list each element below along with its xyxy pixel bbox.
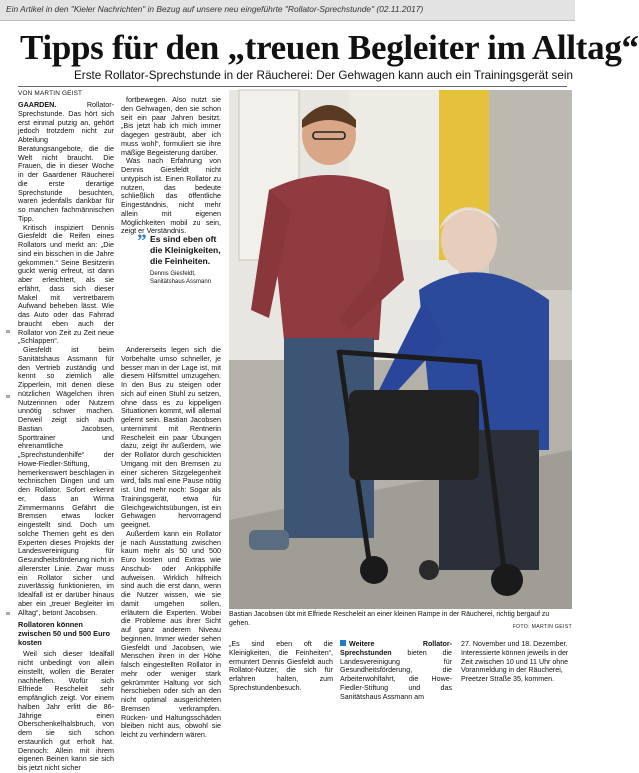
info-column-2: Weitere Rollator-Sprechstunden bieten die Landesvereinigung für Gesundheitsförderung, die Arbeiterwohlfahrt, die Howe-Fiedler-Stiftung und das Sanitätshaus Assmann am [340, 640, 452, 701]
photo-caption: Bastian Jacobsen übt mit Elfriede Rescheleit an einer kleinen Rampe in der Räucherei, richtig bergauf zu gehen. [229, 611, 550, 627]
byline: VON MARTIN GEIST [18, 90, 83, 97]
article-column-2-bottom [121, 345, 221, 739]
paragraph: fortbewegen. Also nutzt sie den Gehwagen, den sie schon seit ein paar Jahren besitzt. „Bis jetzt hab ich mich immer dagegen gesträubt, aber ich muss wohl“, formuliert sie ihre mäßige Begeisterung darüber. [121, 95, 221, 157]
margin-mark [6, 330, 10, 333]
divider [18, 86, 567, 87]
dateline: GAARDEN. [18, 100, 57, 109]
paragraph: Kritisch inspiziert Dennis Giesfeldt die Reifen eines Rollators und merkt an: „Die sind ein bisschen in die Jahre gekommen.“ Seine Besitzerin guckt wenig erfreut, ist dann aber erleichtert, als sie erfährt, dass sich dieser Makel mit vertretbarem Aufwand beheben lässt. Wie das Auto oder das Fahrrad braucht eben auch der Rollator von Zeit zu Zeit neue „Schlappen“. [18, 222, 114, 346]
photo-illustration [229, 90, 572, 609]
bullet-square-icon [340, 640, 346, 646]
quote-text: Es sind eben oft die Kleinigkeiten, die Feinheiten. [150, 234, 221, 266]
banner-text: Ein Artikel in den "Kieler Nachrichten" in Bezug auf unsere neu eingeführte "Rollator-Sprechstunde" (02.11.2017) [6, 4, 424, 14]
pull-quote [137, 231, 223, 286]
info-heading: Weitere Rollator-Sprechstunden [340, 640, 452, 657]
info-box [229, 640, 572, 701]
margin-mark [6, 395, 10, 398]
article-photo [229, 90, 572, 609]
headline: Tipps für den „treuen Begleiter im Alltag“ [20, 28, 639, 67]
paragraph: Was nach Erfahrung von Dennis Giesfeldt nicht untypisch ist. Einen Rollator zu nutzen, das bedeute schließlich das öffentliche Eingeständnis, nicht mehr allein mit eigenen Möglichkeiten mobil zu sein, zeigt er Verständnis. [121, 156, 221, 236]
header-banner [0, 0, 575, 21]
margin-mark [6, 612, 10, 615]
section-subheading: Rollatoren können zwischen 50 und 500 Euro kosten [18, 620, 111, 648]
info-column-3: 27. November und 18. Dezember. Interessierte können jeweils in der Zeit zwischen 10 und 11 Uhr ohne Voranmeldung in der Räucherei, Preetzer Straße 35, kommen. [461, 640, 569, 684]
paragraph: Weil sich dieser Idealfall nicht unbedingt von allein einstellt, wollen die Berater nachhelfen. Wofür sich Elfriede Rescheleit sehr empfänglich zeigt. Vor einem halben Jahr erlitt die 86-Jährige einen Oberschenkelhalsbruch, von dem sie sich schon erstaunlich gut erholt hat. Dennoch: Allein mit ihrem eigenen Beinen kann sie sich bis jetzt nicht sicher [18, 649, 114, 772]
info-column-1: „Es sind eben oft die Kleinigkeiten, die Feinheiten“, ermuntert Dennis Giesfeldt auch Rollator-Nutzer, die sich für erfahren halten, zum Sprechstundenbesuch. [229, 640, 333, 692]
article-column-2-top [121, 95, 221, 236]
paragraph: Giesfeldt ist beim Sanitätshaus Assmann für den Vertrieb zuständig und kennt so ziemlich alle Zipperlein, mit denen diese nützlichen Wägelchen ihren Nutzerinnen oder Nutzern unnötig schwer machen. Derweil zeigt sich auch Bastian Jacobsen, Sporttrainer und ehrenamtliche „Sprechstundenhilfe“ der Howe-Fiedler-Stiftung, hemerkenswert beschlagen in technischen Dingen und um den Rollator. Sofort erkennt er, dass an Wirma Zimmermanns Gefährt die Bremsen etwas locker eingestellt sind. Doch um solche Themen geht es den Experten dieses Projekts der Landesvereinigung für Gesundheitsförderung nicht in allererster Linie. Zwar muss ein Rollator sicher und zuverlässig funktionieren, im Idealfall ist er darüber hinaus aber ein „treuer Begleiter im Alltag“, betont Jacobsen. [18, 345, 114, 617]
quote-mark-icon: ” [137, 231, 147, 252]
article-column-1 [18, 100, 114, 772]
paragraph: GAARDEN. Rollator-Sprechstunde. Das hört sich erst einmal putzig an, gehört jedoch trotzdem nicht zur Abteilung Beratungsangebote, die die Welt nicht braucht. Die Frauen, die in dieser Woche in der Gaardener Räucherei die erste derartige Sprechstunde besuchten, waren jedenfalls dankbar für so manchen fachmännischen Tipp. [18, 100, 114, 223]
subheadline: Erste Rollator-Sprechstunde in der Räucherei: Der Gehwagen kann auch ein Trainingsgerät sein [74, 69, 573, 82]
paragraph: Außerdem kann ein Rollator je nach Ausstattung zwischen kaum mehr als 50 und 500 Euro kosten und Extras wie Anschub- oder Ankipphilfe aufweisen. Wirklich hilfreich sind auch die erst dann, wenn die Nutzer wissen, wie sie damit umgehen sollen, erläutern die Experten. Wobei die Probleme aus ihrer Sicht auf ganz anderem Niveau beginnen. Immer wieder sehen Giesfeldt und Jacobsen, wie Menschen ihren in der Höhe falsch eingestellten Rollator in mehr oder weniger stark gekrümmter Haltung vor sich herschieben oder sich an den nicht optimal ausgerichteten Bremsen verkrampfen. Rücken- und Haltungsschäden bleiben nicht aus, obwohl sie leicht zu verhindern wären. [121, 528, 221, 739]
photo-credit: FOTO: MARTIN GEIST [512, 624, 572, 630]
quote-source: Dennis Giesfeldt, Sanitätshaus Assmann [150, 271, 212, 285]
paragraph: Andererseits legen sich die Vorbehalte umso schneller, je besser man in der Lage ist, mit diesem Hilfsmittel umzugehen. In den Bus zu steigen oder sich auf einen Stuhl zu setzen, ohne dass es zu kippeligen Situationen kommt, will allemal gelernt sein. Bastian Jacobsen unternimmt mit Rentnerin Rescheleit ein paar Übungen dazu, zeigt ihr außerdem, wie der Rollator durch geschickten Umgang mit den Bremsen zu einer sicheren Sitzgelegenheit wird, falls mal eine Pause nötig ist. Und mehr noch: Sogar als Trainingsgerät, etwa für Gleichgewichtsübungen, ist ein Gehwagen hervorragend geeignet. [121, 345, 221, 529]
